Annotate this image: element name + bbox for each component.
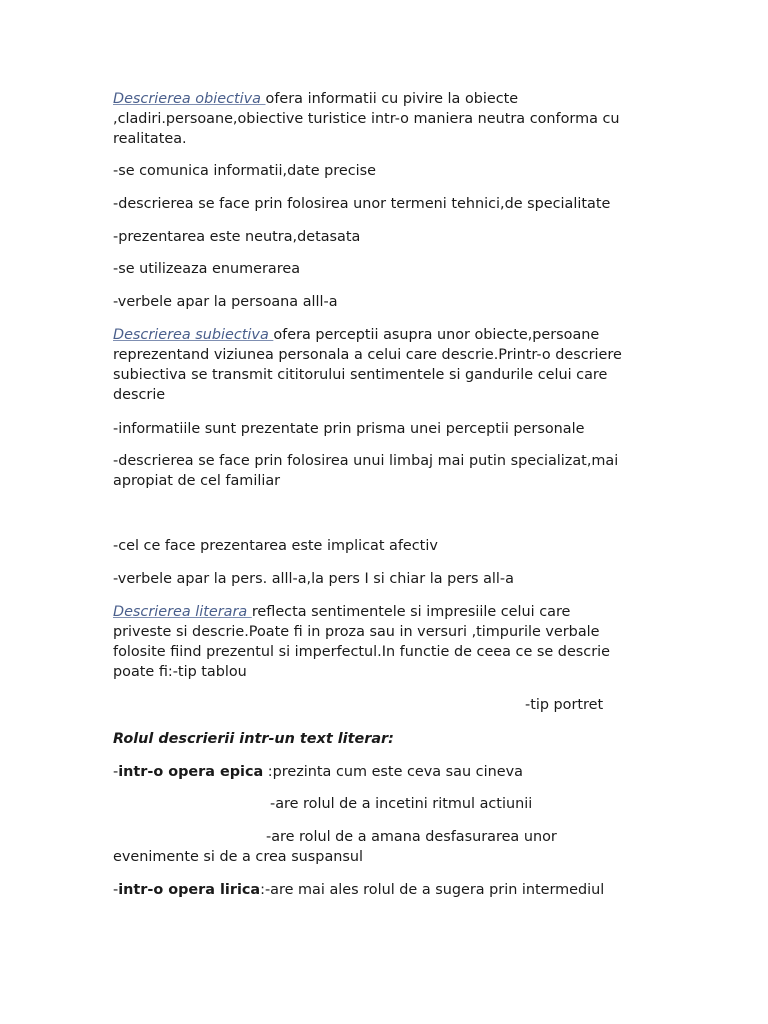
paragraph-subiectiva-line-4: descrie xyxy=(113,387,166,403)
section-heading-rolul: Rolul descrierii intr-un text literar: xyxy=(113,731,394,747)
lirica-line-1: -intr-o opera lirica:-are mai ales rolul de a sugera prin intermediul xyxy=(113,882,605,898)
bullet-obiectiva-2: -descrierea se face prin folosirea unor termeni tehnici,de specialitate xyxy=(113,196,611,212)
bullet-obiectiva-5: -verbele apar la persoana alll-a xyxy=(113,294,338,310)
link-descrierea-literara[interactable]: Descrierea literara xyxy=(113,604,252,620)
paragraph-subiectiva-line-3: subiectiva se transmit cititorului sentimentele si gandurile celui care xyxy=(113,367,608,383)
epica-line-4: evenimente si de a crea suspansul xyxy=(113,849,363,865)
bullet-subiectiva-3: -cel ce face prezentarea este implicat afectiv xyxy=(113,538,438,554)
epica-line-3: -are rolul de a amana desfasurarea unor xyxy=(266,829,557,845)
link-descrierea-obiectiva[interactable]: Descrierea obiectiva xyxy=(113,91,266,107)
epica-label: intr-o opera epica xyxy=(118,764,264,780)
paragraph-literara-line-2: priveste si descrie.Poate fi in proza sau in versuri ,timpurile verbale xyxy=(113,624,600,640)
bullet-subiectiva-4: -verbele apar la pers. alll-a,la pers I si chiar la pers all-a xyxy=(113,571,514,587)
bullet-obiectiva-1: -se comunica informatii,date precise xyxy=(113,163,376,179)
bullet-subiectiva-1: -informatiile sunt prezentate prin prisma unei perceptii personale xyxy=(113,421,585,437)
epica-line-1: -intr-o opera epica :prezinta cum este ceva sau cineva xyxy=(113,764,523,780)
paragraph-literara-line-5: -tip portret xyxy=(525,697,604,713)
paragraph-obiectiva-line-2: ,cladiri.persoane,obiective turistice intr-o maniera neutra conforma cu xyxy=(113,111,620,127)
bullet-obiectiva-4: -se utilizeaza enumerarea xyxy=(113,261,301,277)
bullet-obiectiva-3: -prezentarea este neutra,detasata xyxy=(113,229,361,245)
paragraph-literara-line-1: Descrierea literara reflecta sentimentele si impresiile celui care xyxy=(113,604,571,620)
lirica-label: intr-o opera lirica xyxy=(118,882,261,898)
paragraph-literara-line-3: folosite fiind prezentul si imperfectul.In functie de ceea ce se descrie xyxy=(113,644,610,660)
paragraph-subiectiva-line-2: reprezentand viziunea personala a celui care descrie.Printr-o descriere xyxy=(113,347,622,363)
bullet-subiectiva-2-line-2: apropiat de cel familiar xyxy=(113,473,281,489)
paragraph-obiectiva-line-1: Descrierea obiectiva ofera informatii cu pivire la obiecte xyxy=(113,91,519,107)
link-descrierea-subiectiva[interactable]: Descrierea subiectiva xyxy=(113,327,274,343)
paragraph-obiectiva-line-3: realitatea. xyxy=(113,131,187,147)
paragraph-subiectiva-line-1: Descrierea subiectiva ofera perceptii asupra unor obiecte,persoane xyxy=(113,327,600,343)
bullet-subiectiva-2-line-1: -descrierea se face prin folosirea unui limbaj mai putin specializat,mai xyxy=(113,453,619,469)
epica-line-2: -are rolul de a incetini ritmul actiunii xyxy=(270,796,533,812)
paragraph-literara-line-4: poate fi:-tip tablou xyxy=(113,664,247,680)
